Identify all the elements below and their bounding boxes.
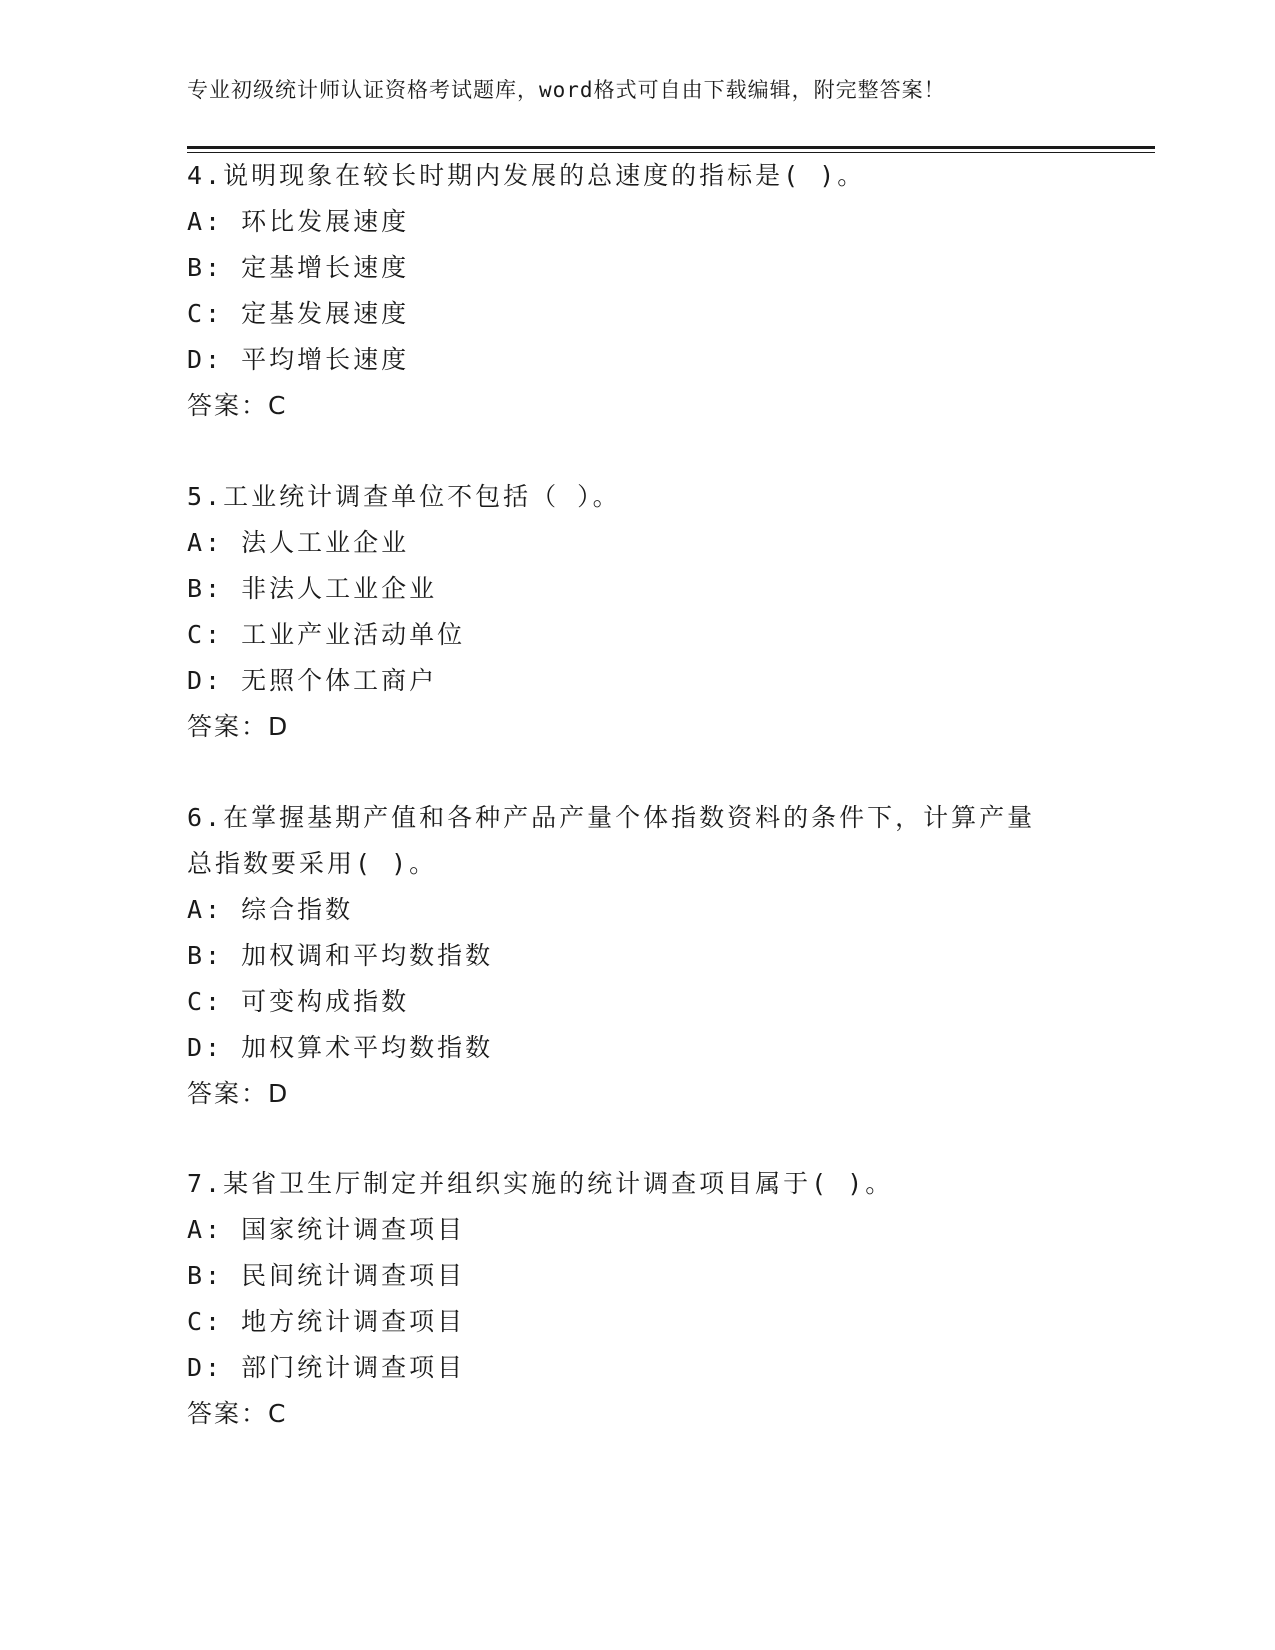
question-stem: 5.工业统计调查单位不包括（ ）。 xyxy=(187,482,621,511)
answer: 答案：C xyxy=(187,391,288,420)
answer: 答案：D xyxy=(187,1079,290,1108)
answer: 答案：C xyxy=(187,1399,288,1428)
question-5 xyxy=(187,474,1087,750)
option-a: A: 环比发展速度 xyxy=(187,207,410,236)
question-stem: 6.在掌握基期产值和各种产品产量个体指数资料的条件下，计算产量 xyxy=(187,803,1036,832)
question-7 xyxy=(187,1161,1087,1437)
answer: 答案：D xyxy=(187,712,290,741)
option-b: B: 非法人工业企业 xyxy=(187,574,438,603)
option-c: C: 工业产业活动单位 xyxy=(187,620,466,649)
document-header: 专业初级统计师认证资格考试题库，word格式可自由下载编辑，附完整答案！ xyxy=(187,78,946,102)
question-stem-continued: 总指数要采用( )。 xyxy=(187,849,438,878)
option-c: C: 定基发展速度 xyxy=(187,299,410,328)
question-stem: 4.说明现象在较长时期内发展的总速度的指标是( )。 xyxy=(187,161,866,190)
option-a: A: 法人工业企业 xyxy=(187,528,410,557)
option-a: A: 综合指数 xyxy=(187,895,354,924)
option-b: B: 民间统计调查项目 xyxy=(187,1261,466,1290)
option-b: B: 加权调和平均数指数 xyxy=(187,941,494,970)
question-4 xyxy=(187,153,1087,429)
question-stem: 7.某省卫生厅制定并组织实施的统计调查项目属于( )。 xyxy=(187,1169,894,1198)
option-d: D: 部门统计调查项目 xyxy=(187,1353,466,1382)
option-c: C: 可变构成指数 xyxy=(187,987,410,1016)
header-rule-thick xyxy=(187,146,1155,149)
option-b: B: 定基增长速度 xyxy=(187,253,410,282)
option-a: A: 国家统计调查项目 xyxy=(187,1215,466,1244)
option-d: D: 加权算术平均数指数 xyxy=(187,1033,494,1062)
option-c: C: 地方统计调查项目 xyxy=(187,1307,466,1336)
option-d: D: 无照个体工商户 xyxy=(187,666,438,695)
option-d: D: 平均增长速度 xyxy=(187,345,410,374)
question-6 xyxy=(187,795,1087,1117)
